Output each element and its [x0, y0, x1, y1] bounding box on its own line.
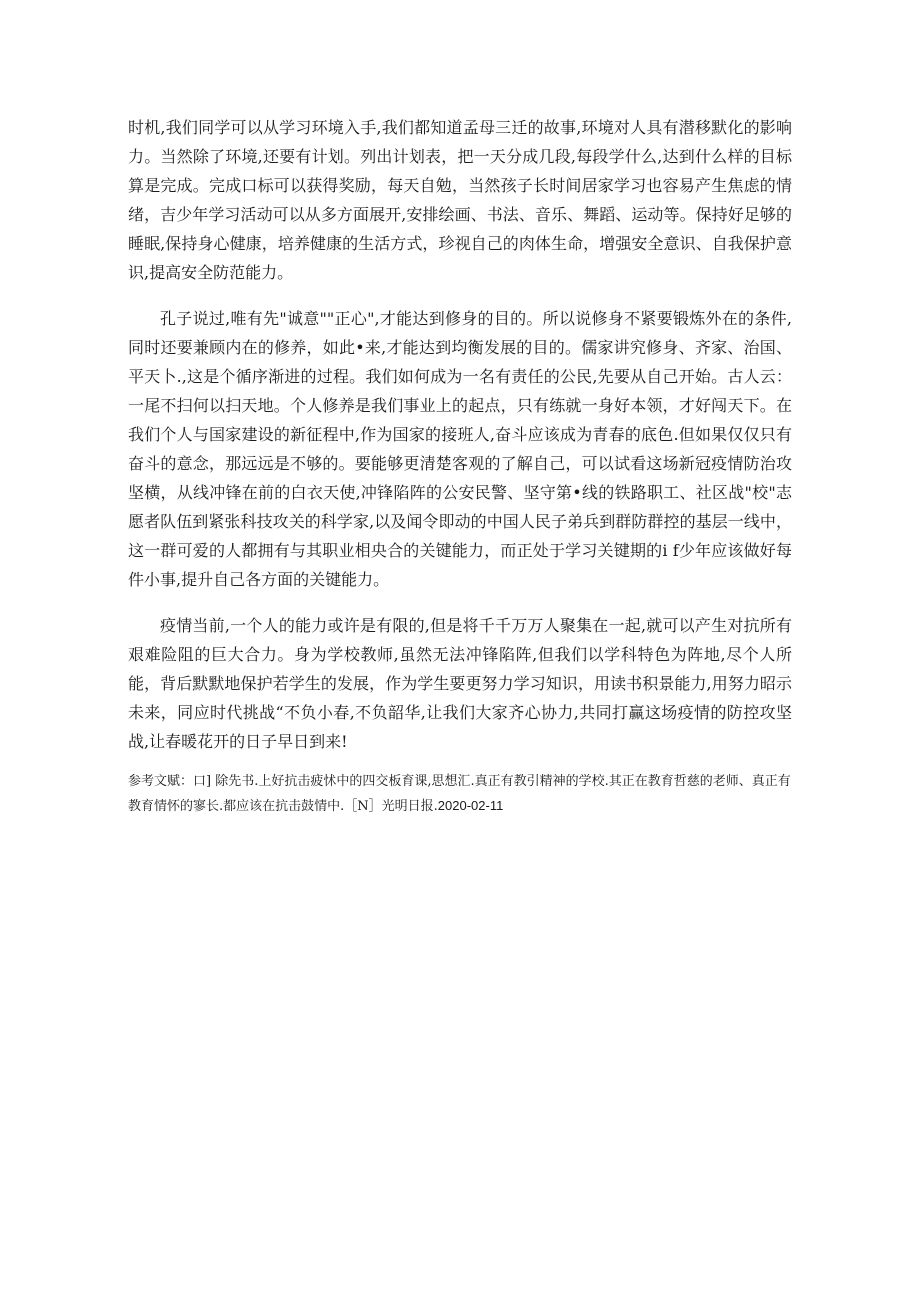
paragraph-3: 疫情当前,一个人的能力或许是有限的,但是将千千万万人聚集在一起,就可以产生对抗所有艰难险阻的巨大合力。身为学校教师,虽然无法冲锋陷阵,但我们以学科特色为阵地,尽个人所能，背后默默地保护若学生的发展，作为学生要更努力学习知识，用读书积景能力,用努力昭示未来，同应时代挑战“不负小春,不负韶华,让我们大家齐心协力,共同打赢这场疫情的防控攻坚战,让春暖花开的日子早日到来! — [128, 616, 792, 751]
references-text: 参考文赋：口] 除先书.上好抗击疲怵中的四交板育课,思想汇.真正有教引精神的学校.其正在教育哲慈的老师、真正有教育情怀的寥长.都应该在抗击鼓情中.［N］光明日报. — [128, 774, 791, 814]
paragraph-2: 孔子说过,唯有先"诚意""正心",才能达到修身的目的。所以说修身不紧要锻炼外在的条件,同时还要兼顾内在的修养，如此•来,才能达到均衡发展的目的。儒家讲究修身、齐家、治国、平天卜.,这是个循序渐进的过程。我们如何成为一名有责任的公民,先要从自己开始。古人云：一尾不扫何以扫天地。个人修养是我们事业上的起点，只有练就一身好本领，才好闯天下。在我们个人与国家建设的新征程中,作为国家的接班人,奋斗应该成为青春的底色.但如果仅仅只有奋斗的意念，那远远是不够的。要能够更清楚客观的了解自己，可以试看这场新冠疫情防治攻坚横，从线冲锋在前的白衣天使,冲锋陷阵的公安民警、坚守第•线的铁路职工、社区战"校"志愿者队伍到紧张科技攻关的科学家,以及闻令即动的中国人民子弟兵到群防群控的基层一线中，这一群可爱的人都拥有与其职业相央合的关键能力，而正处于学习关键期的i f少年应该做好每件小事,提升自己各方面的关键能力。 — [128, 309, 792, 589]
paragraph-1: 时机,我们同学可以从学习环境入手,我们都知道孟母三迁的故事,环境对人具有潜移默化的影响力。当然除了环境,还要有计划。列出计划表，把一天分成几段,每段学什么,达到什么样的目标算是完成。完成口标可以获得奖励，每天自勉，当然孩子长时间居家学习也容易产生焦虑的情绪，吉少年学习活动可以从多方面展开,安排绘画、书法、音乐、舞蹈、运动等。保持好足够的睡眠,保持身心健康，培养健康的生活方式，珍视自己的肉体生命，增强安全意识、自我保护意识,提高安全防范能力。 — [128, 118, 792, 282]
references-date: 2020-02-11 — [437, 798, 504, 813]
references — [128, 770, 792, 819]
document-body — [128, 113, 792, 819]
